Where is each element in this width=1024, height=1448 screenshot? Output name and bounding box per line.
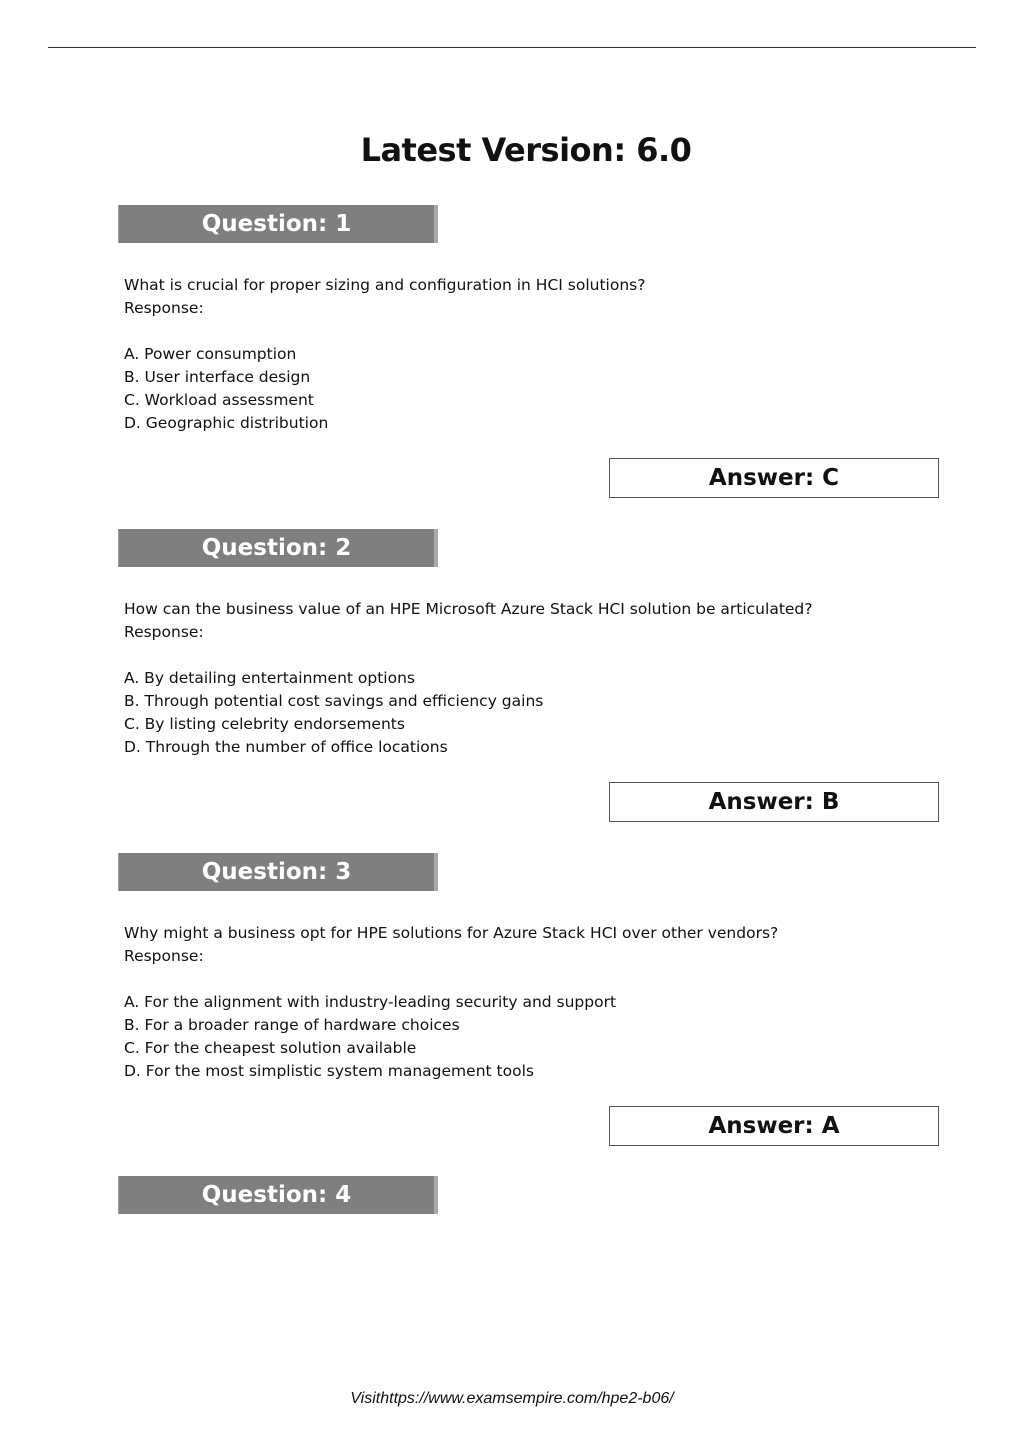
question-1-option-b: B. User interface design	[124, 368, 311, 386]
question-1-body	[124, 274, 944, 435]
question-2-text: How can the business value of an HPE Microsoft Azure Stack HCI solution be articulated?	[124, 600, 813, 618]
question-2-header: Question: 2	[118, 529, 438, 567]
question-2-option-b: B. Through potential cost savings and efficiency gains	[124, 692, 544, 710]
question-2-option-c: C. By listing celebrity endorsements	[124, 715, 405, 733]
question-3-response-label: Response:	[124, 947, 204, 965]
question-1-answer: Answer: C	[609, 458, 939, 498]
question-3-option-b: B. For a broader range of hardware choices	[124, 1016, 460, 1034]
question-1-option-d: D. Geographic distribution	[124, 414, 329, 432]
page-title: Latest Version: 6.0	[360, 131, 692, 169]
question-1-response-label: Response:	[124, 299, 204, 317]
question-2-body	[124, 598, 944, 759]
question-2-answer: Answer: B	[609, 782, 939, 822]
question-3-answer: Answer: A	[609, 1106, 939, 1146]
question-1-option-c: C. Workload assessment	[124, 391, 314, 409]
question-3-header: Question: 3	[118, 853, 438, 891]
question-1-header: Question: 1	[118, 205, 438, 243]
top-divider	[48, 47, 976, 48]
question-1-text: What is crucial for proper sizing and configuration in HCI solutions?	[124, 276, 646, 294]
question-2-option-a: A. By detailing entertainment options	[124, 669, 415, 687]
question-2-response-label: Response:	[124, 623, 204, 641]
question-3-text: Why might a business opt for HPE solutions for Azure Stack HCI over other vendors?	[124, 924, 779, 942]
question-4-header: Question: 4	[118, 1176, 438, 1214]
question-3-option-a: A. For the alignment with industry-leading security and support	[124, 993, 617, 1011]
question-3-option-c: C. For the cheapest solution available	[124, 1039, 417, 1057]
question-3-body	[124, 922, 944, 1083]
question-1-option-a: A. Power consumption	[124, 345, 297, 363]
footer-link-text: Visithttps://www.examsempire.com/hpe2-b06/	[350, 1390, 674, 1407]
question-2-option-d: D. Through the number of office locations	[124, 738, 448, 756]
question-3-option-d: D. For the most simplistic system management tools	[124, 1062, 534, 1080]
